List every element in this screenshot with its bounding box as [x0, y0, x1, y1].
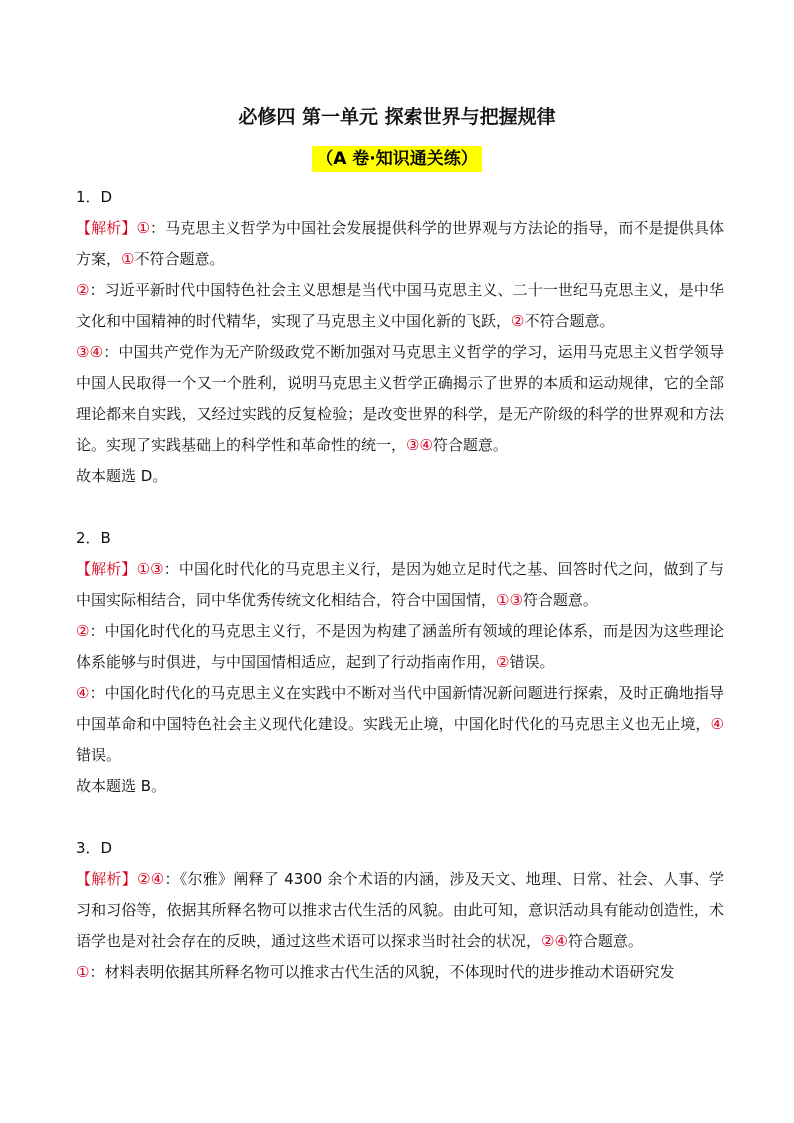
analysis-paragraph [76, 864, 724, 957]
question-block [76, 523, 724, 833]
conclusion-line: 故本题选 D。 [76, 467, 168, 485]
option-marker: ② [496, 653, 510, 671]
analysis-paragraph [76, 554, 724, 616]
analysis-text: ：材料表明依据其所释名物可以推求古代生活的风貌，不体现时代的进步推动术语研究发 [89, 963, 675, 981]
option-marker: ④ [710, 715, 724, 733]
analysis-verdict: 符合题意。 [522, 591, 598, 609]
analysis-tag: 【解析】 [76, 560, 137, 578]
option-marker: ② [76, 622, 90, 640]
option-marker: ② [76, 281, 90, 299]
option-marker: ③④ [406, 436, 433, 454]
analysis-verdict: 不符合题意。 [524, 312, 615, 330]
option-marker: ① [121, 250, 135, 268]
analysis-verdict: 符合题意。 [567, 932, 643, 950]
option-marker: ②④ [541, 932, 568, 950]
question-answer: 3．D [76, 839, 113, 857]
analysis-verdict: 不符合题意。 [134, 250, 225, 268]
question-block [76, 833, 724, 988]
analysis-text: ：中国共产党作为无产阶级政党不断加强对马克思主义哲学的学习，运用马克思主义哲学领导中国人民取得一个又一个胜利，说明马克思主义哲学正确揭示了世界的本质和运动规律，它的全部理论都来自实践，又经过实践的反复检验；是改变世界的科学，是无产阶级的科学的世界观和方法论。实现了实践基础上的科学性和革命性的统一， [76, 343, 724, 454]
document-subtitle: （A 卷·知识通关练） [312, 146, 482, 172]
analysis-paragraph [76, 213, 724, 275]
option-marker: ①③ [496, 591, 523, 609]
option-marker: ②④ [137, 870, 165, 888]
analysis-paragraph [76, 275, 724, 337]
option-marker: ② [511, 312, 525, 330]
analysis-paragraph [76, 678, 724, 771]
section-gap [76, 492, 724, 523]
analysis-text: ：中国化时代化的马克思主义行，是因为她立足时代之基、回答时代之问，做到了与中国实际相结合，同中华优秀传统文化相结合，符合中国国情， [76, 560, 724, 609]
option-marker: ① [76, 963, 90, 981]
document-title: 必修四 第一单元 探索世界与把握规律 [238, 106, 556, 128]
analysis-paragraph [76, 957, 724, 988]
analysis-text: ：马克思主义哲学为中国社会发展提供科学的世界观与方法论的指导，而不是提供具体方案， [76, 219, 724, 268]
analysis-paragraph [76, 616, 724, 678]
answer-content [76, 182, 724, 988]
analysis-tag: 【解析】 [76, 219, 137, 237]
analysis-verdict: 错误。 [76, 746, 122, 764]
analysis-paragraph [76, 337, 724, 461]
option-marker: ①③ [136, 560, 164, 578]
option-marker: ③④ [76, 343, 104, 361]
analysis-verdict: 符合题意。 [432, 436, 508, 454]
analysis-tag: 【解析】 [76, 870, 138, 888]
question-block [76, 182, 724, 523]
analysis-text: ：《尔雅》阐释了 4300 余个术语的内涵，涉及天文、地理、日常、社会、人事、学习和习俗等，依据其所释名物可以推求古代生活的风貌。由此可知，意识活动具有能动创造性，术语学也是对社会存在的反映，通过这些术语可以探求当时社会的状况， [76, 870, 724, 950]
analysis-verdict: 错误。 [509, 653, 555, 671]
subtitle-wrap [0, 146, 794, 172]
analysis-text: ：中国化时代化的马克思主义在实践中不断对当代中国新情况新问题进行探索，及时正确地指导中国革命和中国特色社会主义现代化建设。实践无止境，中国化时代化的马克思主义也无止境， [76, 684, 724, 733]
analysis-text: ：习近平新时代中国特色社会主义思想是当代中国马克思主义、二十一世纪马克思主义，是中华文化和中国精神的时代精华，实现了马克思主义中国化新的飞跃， [76, 281, 724, 330]
conclusion-line: 故本题选 B。 [76, 777, 167, 795]
option-marker: ④ [76, 684, 90, 702]
section-gap [76, 802, 724, 833]
option-marker: ① [136, 219, 150, 237]
analysis-text: ：中国化时代化的马克思主义行，不是因为构建了涵盖所有领域的理论体系，而是因为这些理论体系能够与时俱进，与中国国情相适应，起到了行动指南作用， [76, 622, 724, 671]
question-answer: 1．D [76, 188, 113, 206]
question-answer: 2．B [76, 529, 111, 547]
